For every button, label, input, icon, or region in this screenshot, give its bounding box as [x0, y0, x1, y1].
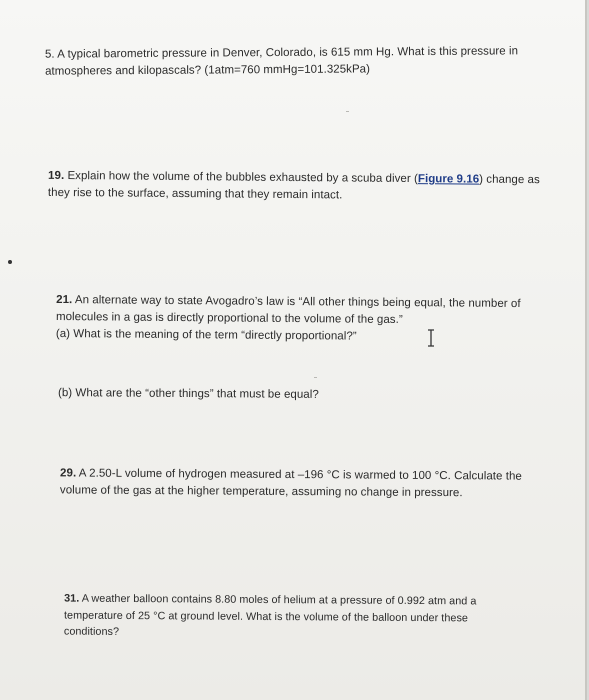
question-19-text-end: ) change as	[479, 173, 540, 187]
question-19-line-2: they rise to the surface, assuming that they remain intact.	[47, 186, 343, 202]
question-19-text: Explain how the volume of the bubbles exhausted by a scuba diver (	[64, 169, 418, 186]
question-31-number: 31.	[64, 592, 80, 605]
question-21-number: 21.	[56, 293, 73, 307]
scan-speck	[314, 377, 317, 378]
question-21-part-b: (b) What are the “other things” that must be equal?	[57, 387, 319, 401]
question-5-line-2: atmospheres and kilopascals? (1atm=760 mmHg=101.325kPa)	[45, 63, 371, 78]
question-19	[48, 168, 540, 206]
figure-link[interactable]: Figure 9.16	[417, 173, 480, 186]
question-29-number: 29.	[60, 467, 77, 480]
question-31	[64, 591, 477, 643]
question-19-number: 19.	[48, 169, 65, 182]
text-cursor-icon	[425, 329, 437, 347]
question-31-text: A weather balloon contains 8.80 moles of helium at a pressure of 0.992 atm and a	[79, 592, 477, 608]
question-5-line-1: 5. A typical barometric pressure in Denver, Colorado, is 615 mm Hg. What is this pressure in	[44, 45, 519, 61]
scan-speck	[346, 111, 349, 112]
question-29-line-2: volume of the gas at the higher temperature, assuming no change in pressure.	[59, 484, 463, 500]
question-21-line-2: molecules in a gas is directly proportional to the volume of the gas.”	[55, 310, 403, 326]
question-21-part-a: (a) What is the meaning of the term “directly proportional?”	[55, 327, 357, 343]
question-21-text: An alternate way to state Avogadro’s law is “All other things being equal, the number of	[72, 294, 521, 311]
question-5	[45, 43, 518, 80]
question-21	[56, 292, 521, 347]
question-31-line-2: temperature of 25 °C at ground level. What is the volume of the balloon under these	[63, 609, 469, 624]
bullet-dot-icon	[8, 260, 12, 264]
question-31-line-3: conditions?	[63, 625, 120, 638]
question-29-text: A 2.50-L volume of hydrogen measured at –196 °C is warmed to 100 °C. Calculate the	[76, 467, 522, 483]
question-29	[60, 465, 522, 502]
